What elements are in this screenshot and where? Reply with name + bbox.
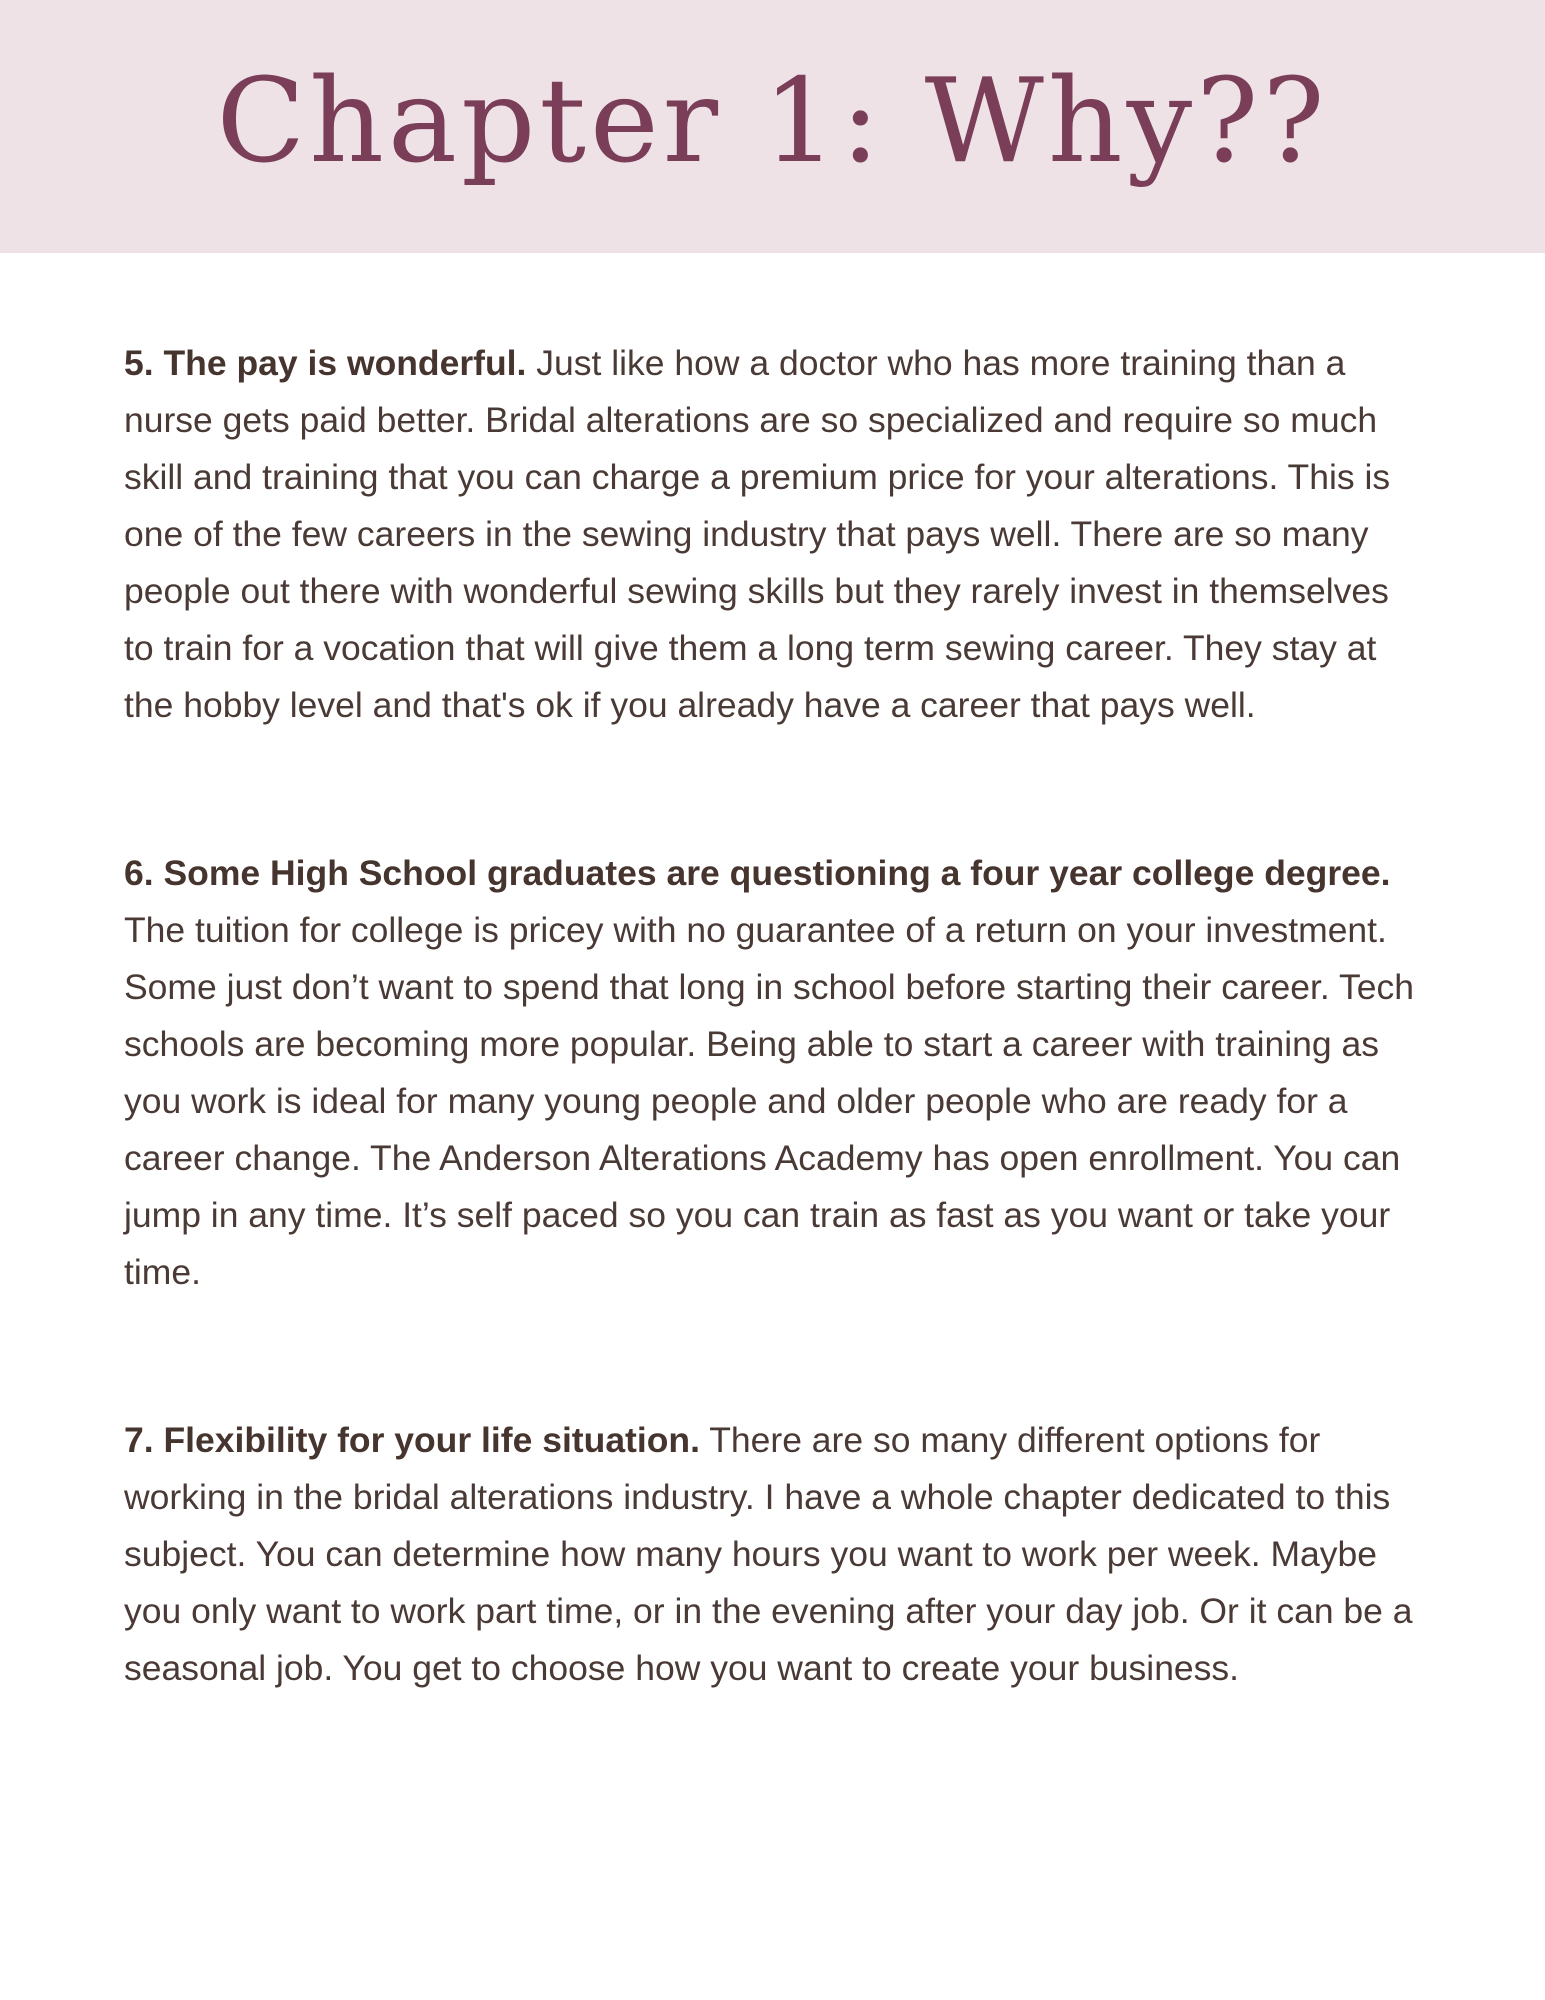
chapter-header-band	[0, 0, 1545, 253]
section-body: The tuition for college is pricey with no guarantee of a return on your investment. Some just don’t want to spend that long in school before starting their career. Tech schools are becoming more popular. Being able to start a career with training as you work is ideal for many young people and older people who are ready for a career change. The Anderson Alterations Academy has open enrollment. You can jump in any time. It’s self paced so you can train as fast as you want or take your time.	[124, 910, 1414, 1292]
section-college	[124, 845, 1424, 1301]
section-body: There are so many different options for working in the bridal alterations industry. I have a whole chapter dedicated to this subject. You can determine how many hours you want to work per week. Maybe you only want to work part time, or in the evening after your day job. Or it can be a seasonal job. You get to choose how you want to create your business.	[124, 1420, 1413, 1688]
section-heading: 5. The pay is wonderful.	[124, 343, 527, 383]
section-flexibility	[124, 1412, 1424, 1697]
section-pay	[124, 335, 1424, 734]
section-heading: 7. Flexibility for your life situation.	[124, 1420, 700, 1460]
section-body: Just like how a doctor who has more training than a nurse gets paid better. Bridal alterations are so specialized and require so much skill and training that you can charge a premium price for your alterations. This is one of the few careers in the sewing industry that pays well. There are so many people out there with wonderful sewing skills but they rarely invest in themselves to train for a vocation that will give them a long term sewing career. They stay at the hobby level and that's ok if you already have a career that pays well.	[124, 343, 1391, 725]
chapter-content	[124, 335, 1424, 1808]
section-heading: 6. Some High School graduates are questioning a four year college degree.	[124, 853, 1391, 893]
page-title: Chapter 1: Why??	[216, 54, 1329, 189]
